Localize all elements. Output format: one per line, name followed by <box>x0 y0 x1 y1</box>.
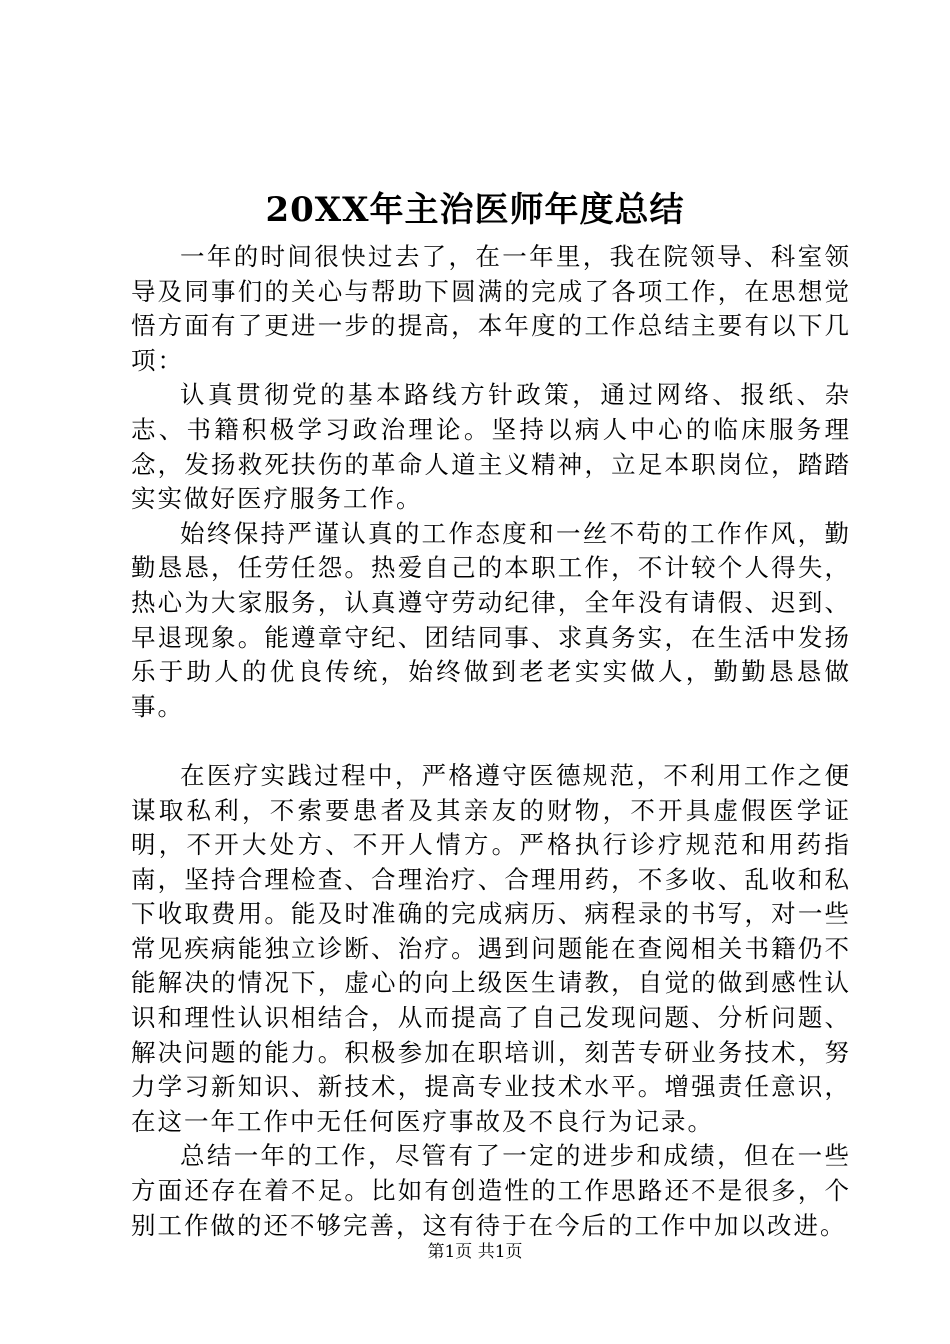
document-body <box>131 240 851 1243</box>
paragraph-medical-practice: 在医疗实践过程中，严格遵守医德规范，不利用工作之便谋取私利，不索要患者及其亲友的财物，不开具虚假医学证明，不开大处方、不开人情方。严格执行诊疗规范和用药指南，坚持合理检查、合理治疗、合理用药，不多收、乱收和私下收取费用。能及时准确的完成病历、病程录的书写，对一些常见疾病能独立诊断、治疗。遇到问题能在查阅相关书籍仍不能解决的情况下，虚心的向上级医生请教，自觉的做到感性认识和理性认识相结合，从而提高了自己发现问题、分析问题、解决问题的能力。积极参加在职培训，刻苦专研业务技术，努力学习新知识、新技术，提高专业技术水平。增强责任意识，在这一年工作中无任何医疗事故及不良行为记录。 <box>131 760 851 1136</box>
document-title: 20XX年主治医师年度总结 <box>265 190 685 230</box>
paragraph-work-attitude: 始终保持严谨认真的工作态度和一丝不苟的工作作风，勤勤恳恳，任劳任怨。热爱自己的本职工作，不计较个人得失，热心为大家服务，认真遵守劳动纪律，全年没有请假、迟到、早退现象。能遵章守纪、团结同事、求真务实，在生活中发扬乐于助人的优良传统，始终做到老老实实做人，勤勤恳恳做事。 <box>131 518 851 721</box>
paragraph-conclusion: 总结一年的工作，尽管有了一定的进步和成绩，但在一些方面还存在着不足。比如有创造性的工作思路还不是很多，个别工作做的还不够完善，这有待于在今后的工作中加以改进。 <box>131 1141 851 1240</box>
page-footer: 第1页 共1页 <box>427 1242 523 1262</box>
paragraph-political-study: 认真贯彻党的基本路线方针政策，通过网络、报纸、杂志、书籍积极学习政治理论。坚持以病人中心的临床服务理念，发扬救死扶伤的革命人道主义精神，立足本职岗位，踏踏实实做好医疗服务工作。 <box>131 380 851 514</box>
paragraph-intro: 一年的时间很快过去了，在一年里，我在院领导、科室领导及同事们的关心与帮助下圆满的完成了各项工作，在思想觉悟方面有了更进一步的提高，本年度的工作总结主要有以下几项： <box>131 242 851 375</box>
